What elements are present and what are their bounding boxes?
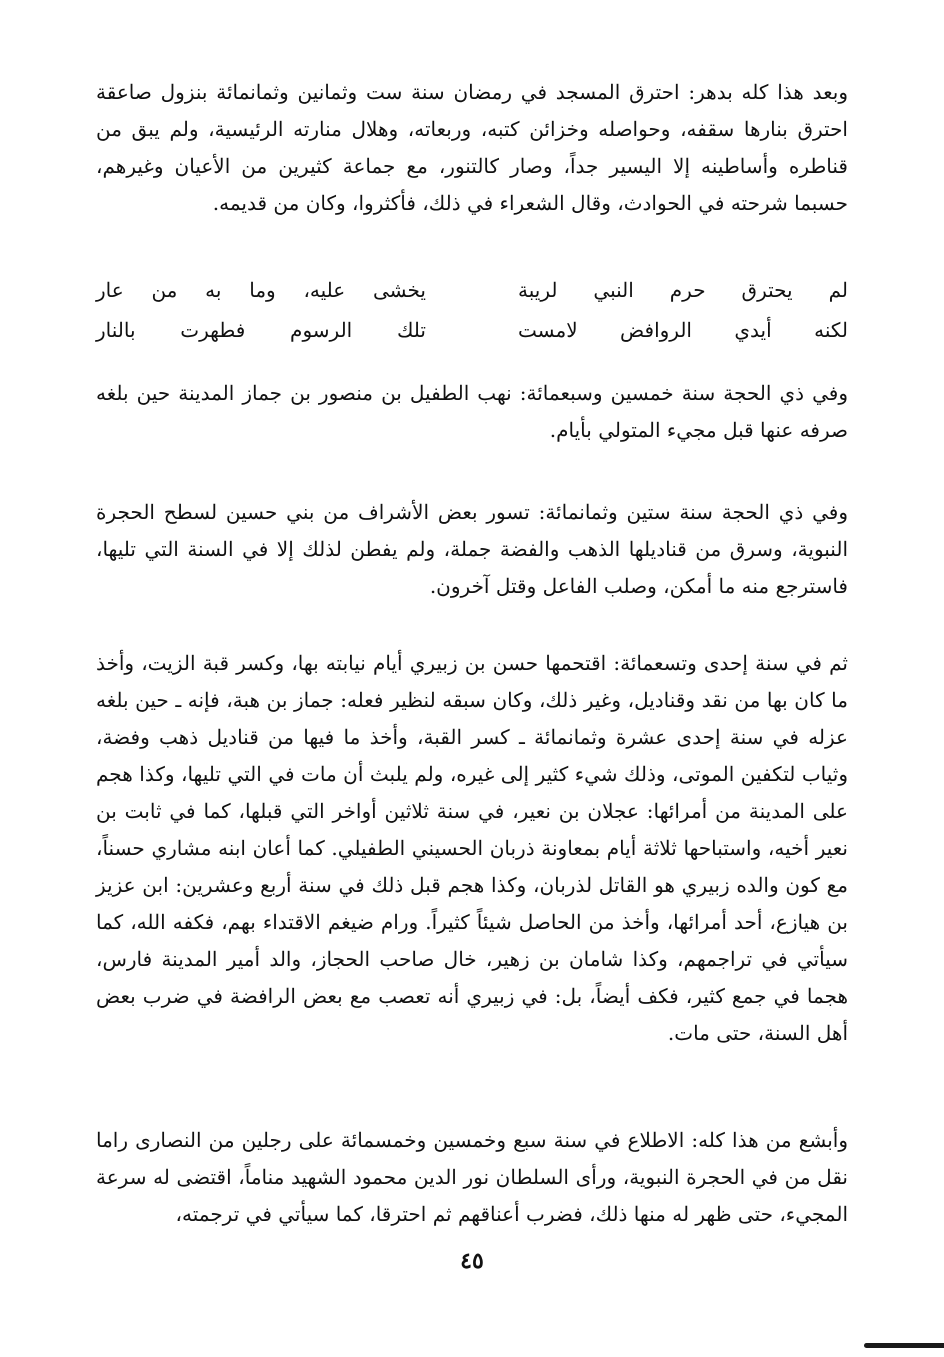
paragraph-nur-al-din: وأبشع من هذا كله: الاطلاع في سنة سبع وخمسين وخمسمائة على رجلين من النصارى راما نقل من في الحجرة النبوية، ورأى السلطان نور الدين محمود الشهيد مناماً، اقتضى له سرعة المجيء، حتى ظهر له منها ذلك، فضرب أعناقهم ثم احترقا، كما سيأتي في ترجمته،	[96, 1128, 848, 1226]
poem-verse-2	[96, 310, 848, 350]
page-number: ٤٥	[460, 1248, 484, 1274]
paragraph-raids: ثم في سنة إحدى وتسعمائة: اقتحمها حسن بن زبيري أيام نيابته بها، وكسر قبة الزيت، وأخذ ما كان بها من نقد وقناديل، وغير ذلك، وكان سبقه لنظير فعله: جماز بن هبة، فإنه ـ حين بلغه عزله في سنة إحدى عشرة وثمانمائة ـ كسر القبة، وأخذ ما فيها من قناديل ذهب وفضة، وثياب لتكفين الموتى، وذلك شيء كثير إلى غيره، ولم يلبث أن مات في التي تليها، وكذا هجم على المدينة من أمرائها: عجلان بن نعير، في سنة ثلاثين أواخر التي قبلها، كما في ثابت بن نعير أخيه، واستباحها ثلاثة أيام بمعاونة ذربان الحسيني الطفيلي. كما أعان ابنه مشاري حسناً، مع كون والده زبيري هو القاتل لذربان، وكذا هجم قبل ذلك في سنة أربع وعشرين: ابن عزيز بن هيازع، أحد أمرائها، وأخذ من الحاصل شيئاً كثيراً. ورام ضيغم الاقتداء بهم، فكفه الله، كما سيأتي في تراجمهم، وكذا شامان بن زهير، خال صاحب الحجاز، والد أمير المدينة فارس، هجما في جمع كثير، فكف أيضاً، بل: في زبيري أنه تعصب مع بعض الرافضة في ضرب بعض أهل السنة، حتى مات.	[96, 651, 849, 1045]
poem-verse-1	[96, 270, 848, 310]
verse-1-second-hemistich: يخشى عليه، وما به من عار	[96, 278, 426, 302]
scan-edge-mark	[864, 1343, 944, 1348]
paragraph-mosque-fire: وبعد هذا كله بدهر: احترق المسجد في رمضان سنة ست وثمانين وثمانمائة بنزول صاعقة احترق بنارها سقفه، وحواصله وخزائن كتبه، وربعاته، وهلال منارته الرئيسية، ولم يبق من قناطره وأساطينه إلا اليسير جداً، وصار كالتنور، مع جماعة كثيرين من الأعيان وغيرهم، حسبما شرحته في الحوادث، وقال الشعراء في ذلك، فأكثروا، وكان من قديمه.	[96, 80, 848, 215]
paragraph-chamber-theft: وفي ذي الحجة سنة ستين وثمانمائة: تسور بعض الأشراف من بني حسين لسطح الحجرة النبوية، وسرق من قناديلها الذهب والفضة جملة، ولم يفطن لذلك إلا في السنة التي تليها، فاسترجع منه ما أمكن، وصلب الفاعل وقتل آخرون.	[96, 500, 848, 598]
paragraph-tufayl-looting: وفي ذي الحجة سنة خمسين وسبعمائة: نهب الطفيل بن منصور بن جماز المدينة حين بلغه صرفه عنها قبل مجيء المتولي بأيام.	[96, 381, 848, 442]
verse-2-second-hemistich: تلك الرسوم فطهرت بالنار	[96, 318, 426, 342]
verse-1-first-hemistich: لم يحترق حرم النبي لريبة	[518, 278, 848, 302]
poem	[96, 270, 848, 350]
verse-2-first-hemistich: لكنه أيدي الروافض لامست	[518, 318, 848, 342]
